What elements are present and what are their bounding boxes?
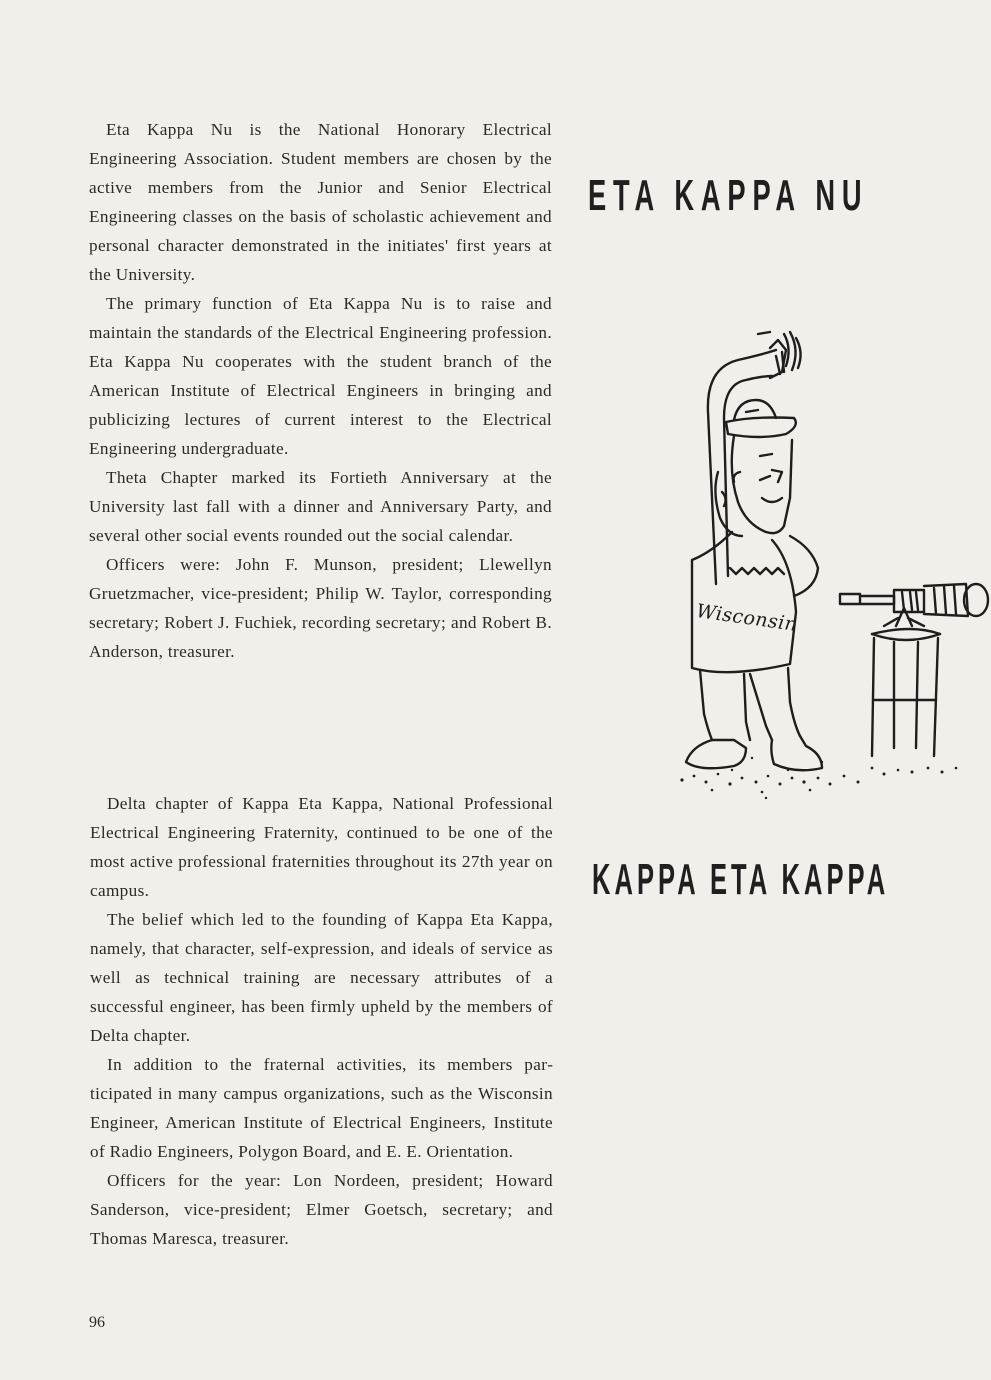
page-number: 96 (89, 1314, 105, 1331)
eta-kappa-nu-paragraph-4: Officers were: John F. Munson, president; Llewellyn Gruetzmacher, vice-president; Philip W. Taylor, corresponding secretary; Robert J. Fuchiek, recording secretary; and Robert B. Anderson, treasurer. (89, 555, 552, 661)
kappa-eta-kappa-paragraph-3: In addition to the fraternal activities, its members participated in many campus organizations, such as the Wisconsin Engineer, American Institute of Electrical Engineers, Institute of Radio Engineers, Polygon Board, and E. E. Orientation. (90, 1055, 553, 1161)
kappa-eta-kappa-body (90, 789, 553, 1253)
eta-kappa-nu-paragraph-3: Theta Chapter marked its Fortieth Anniversary at the University last fall with a dinner and Anniversary Party, and several other social events rounded out the social calendar. (89, 468, 552, 545)
eta-kappa-nu-heading: ETA KAPPA NU (588, 171, 869, 220)
kappa-eta-kappa-paragraph-2: The belief which led to the founding of Kappa Eta Kappa, namely, that character, self-expression, and ideals of service as well as technical training are necessary attributes of a successful engineer, has been firmly upheld by the members of Delta chapter. (90, 910, 553, 1045)
sweater-lettering: Wisconsin (694, 600, 799, 636)
eta-kappa-nu-paragraph-2: The primary function of Eta Kappa Nu is to raise and maintain the standards of the Electrical Engineering profession. Eta Kappa Nu cooperates with the student branch of the American Institute of Electrical Engineers in bringing and publicizing lectures of current interest to the Electrical Engineering undergraduate. (89, 294, 552, 458)
kappa-eta-kappa-heading: KAPPA ETA KAPPA (592, 855, 890, 904)
eta-kappa-nu-paragraph-1: Eta Kappa Nu is the National Honorary Electrical Engineering Association. Student members are chosen by the active members from the Junior and Senior Electrical Engineering classes on the basis of scholastic achievement and personal character demonstrated in the initiates' first years at the University. (89, 120, 552, 284)
kappa-eta-kappa-paragraph-1: Delta chapter of Kappa Eta Kappa, National Professional Electrical Engineering Fraternity, continued to be one of the most active professional fraternities throughout its 27th year on campus. (90, 794, 553, 900)
eta-kappa-nu-body (89, 115, 552, 666)
cartoon-illustration (672, 322, 990, 804)
kappa-eta-kappa-paragraph-4: Officers for the year: Lon Nordeen, president; Howard Sanderson, vice-president; Elmer Goetsch, secretary; and Thomas Maresca, treasurer. (90, 1171, 553, 1248)
